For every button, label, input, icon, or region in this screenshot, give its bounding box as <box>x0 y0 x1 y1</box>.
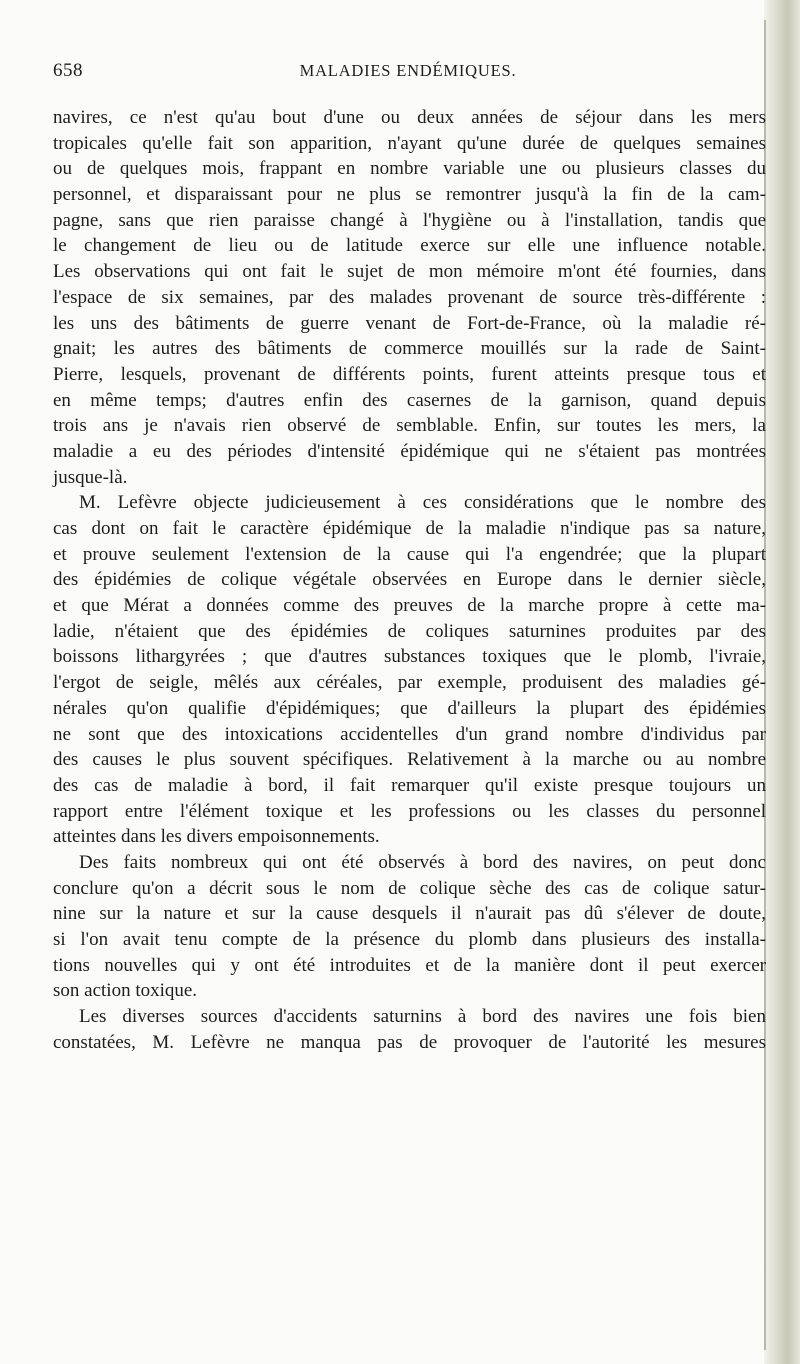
text-line: rapport entre l'élément toxique et les professions ou les classes du personnel <box>53 800 766 822</box>
text-line: en même temps; d'autres enfin des casernes de la garnison, quand depuis <box>53 389 766 411</box>
text-line: maladie a eu des périodes d'intensité épidémique qui ne s'étaient pas montrées <box>53 440 766 462</box>
running-title: MALADIES ENDÉMIQUES. <box>299 61 517 80</box>
text-line: M. Lefèvre objecte judicieusement à ces considérations que le nombre des <box>79 492 766 514</box>
text-line: tions nouvelles qui y ont été introduites et de la manière dont il peut exercer <box>53 954 766 976</box>
text-line: des épidémies de colique végétale observées en Europe dans le dernier siècle, <box>53 569 766 591</box>
body-text <box>53 105 766 1055</box>
text-line: Pierre, lesquels, provenant de différents points, furent atteints presque tous et <box>53 363 766 385</box>
text-line: ou de quelques mois, frappant en nombre variable une ou plusieurs classes du <box>53 158 766 180</box>
text-line: nérales qu'on qualifie d'épidémiques; que d'ailleurs la plupart des épidémies <box>53 697 766 719</box>
text-line: Les observations qui ont fait le sujet de mon mémoire m'ont été fournies, dans <box>53 261 766 283</box>
text-line: trois ans je n'avais rien observé de semblable. Enfin, sur toutes les mers, la <box>53 415 766 437</box>
text-line: des cas de maladie à bord, il fait remarquer qu'il existe presque toujours un <box>53 774 766 796</box>
text-line: et que Mérat a données comme des preuves de la marche propre à cette ma- <box>53 595 766 617</box>
text-line: Des faits nombreux qui ont été observés à bord des navires, on peut donc <box>79 851 766 873</box>
text-line: cas dont on fait le caractère épidémique de la maladie n'indique pas sa nature, <box>53 518 766 539</box>
text-line: son action toxique. <box>53 980 198 1002</box>
text-line: les uns des bâtiments de guerre venant de Fort-de-France, où la maladie ré- <box>53 312 766 334</box>
text-line: ne sont que des intoxications accidentelles d'un grand nombre d'individus par <box>53 723 766 745</box>
text-line: conclure qu'on a décrit sous le nom de colique sèche des cas de colique satur- <box>53 877 766 899</box>
text-line: boissons lithargyrées ; que d'autres substances toxiques que le plomb, l'ivraie, <box>53 646 766 668</box>
text-line: si l'on avait tenu compte de la présence du plomb dans plusieurs des installa- <box>53 929 766 950</box>
text-line: navires, ce n'est qu'au bout d'une ou deux années de séjour dans les mers <box>53 107 766 128</box>
text-line: constatées, M. Lefèvre ne manqua pas de provoquer de l'autorité les mesures <box>53 1031 766 1053</box>
text-line: pagne, sans que rien paraisse changé à l'hygiène ou à l'installation, tandis que <box>53 209 766 231</box>
text-line: et prouve seulement l'extension de la cause qui l'a engendrée; que la plupart <box>53 543 766 565</box>
text-line: nine sur la nature et sur la cause desquels il n'aurait pas dû s'élever de doute, <box>53 903 766 925</box>
text-line: l'espace de six semaines, par des malades provenant de source très-différente : <box>53 286 766 308</box>
page-number: 658 <box>53 60 83 81</box>
running-header <box>53 60 763 88</box>
text-line: ladie, n'étaient que des épidémies de coliques saturnines produites par des <box>53 620 766 642</box>
text-line: Les diverses sources d'accidents saturnins à bord des navires une fois bien <box>79 1006 766 1028</box>
text-line: personnel, et disparaissant pour ne plus se remontrer jusqu'à la fin de la cam- <box>53 184 766 206</box>
page-edge-shadow <box>764 0 800 1364</box>
text-line: jusque-là. <box>53 466 128 488</box>
text-line: gnait; les autres des bâtiments de commerce mouillés sur la rade de Saint- <box>53 338 766 360</box>
text-line: le changement de lieu ou de latitude exerce sur elle une influence notable. <box>53 235 766 257</box>
text-line: tropicales qu'elle fait son apparition, n'ayant qu'une durée de quelques semaines <box>53 132 766 154</box>
text-line: des causes le plus souvent spécifiques. Relativement à la marche ou au nombre <box>53 749 766 771</box>
text-line: atteintes dans les divers empoisonnements. <box>53 826 380 848</box>
text-line: l'ergot de seigle, mêlés aux céréales, par exemple, produisent des maladies gé- <box>53 672 766 694</box>
